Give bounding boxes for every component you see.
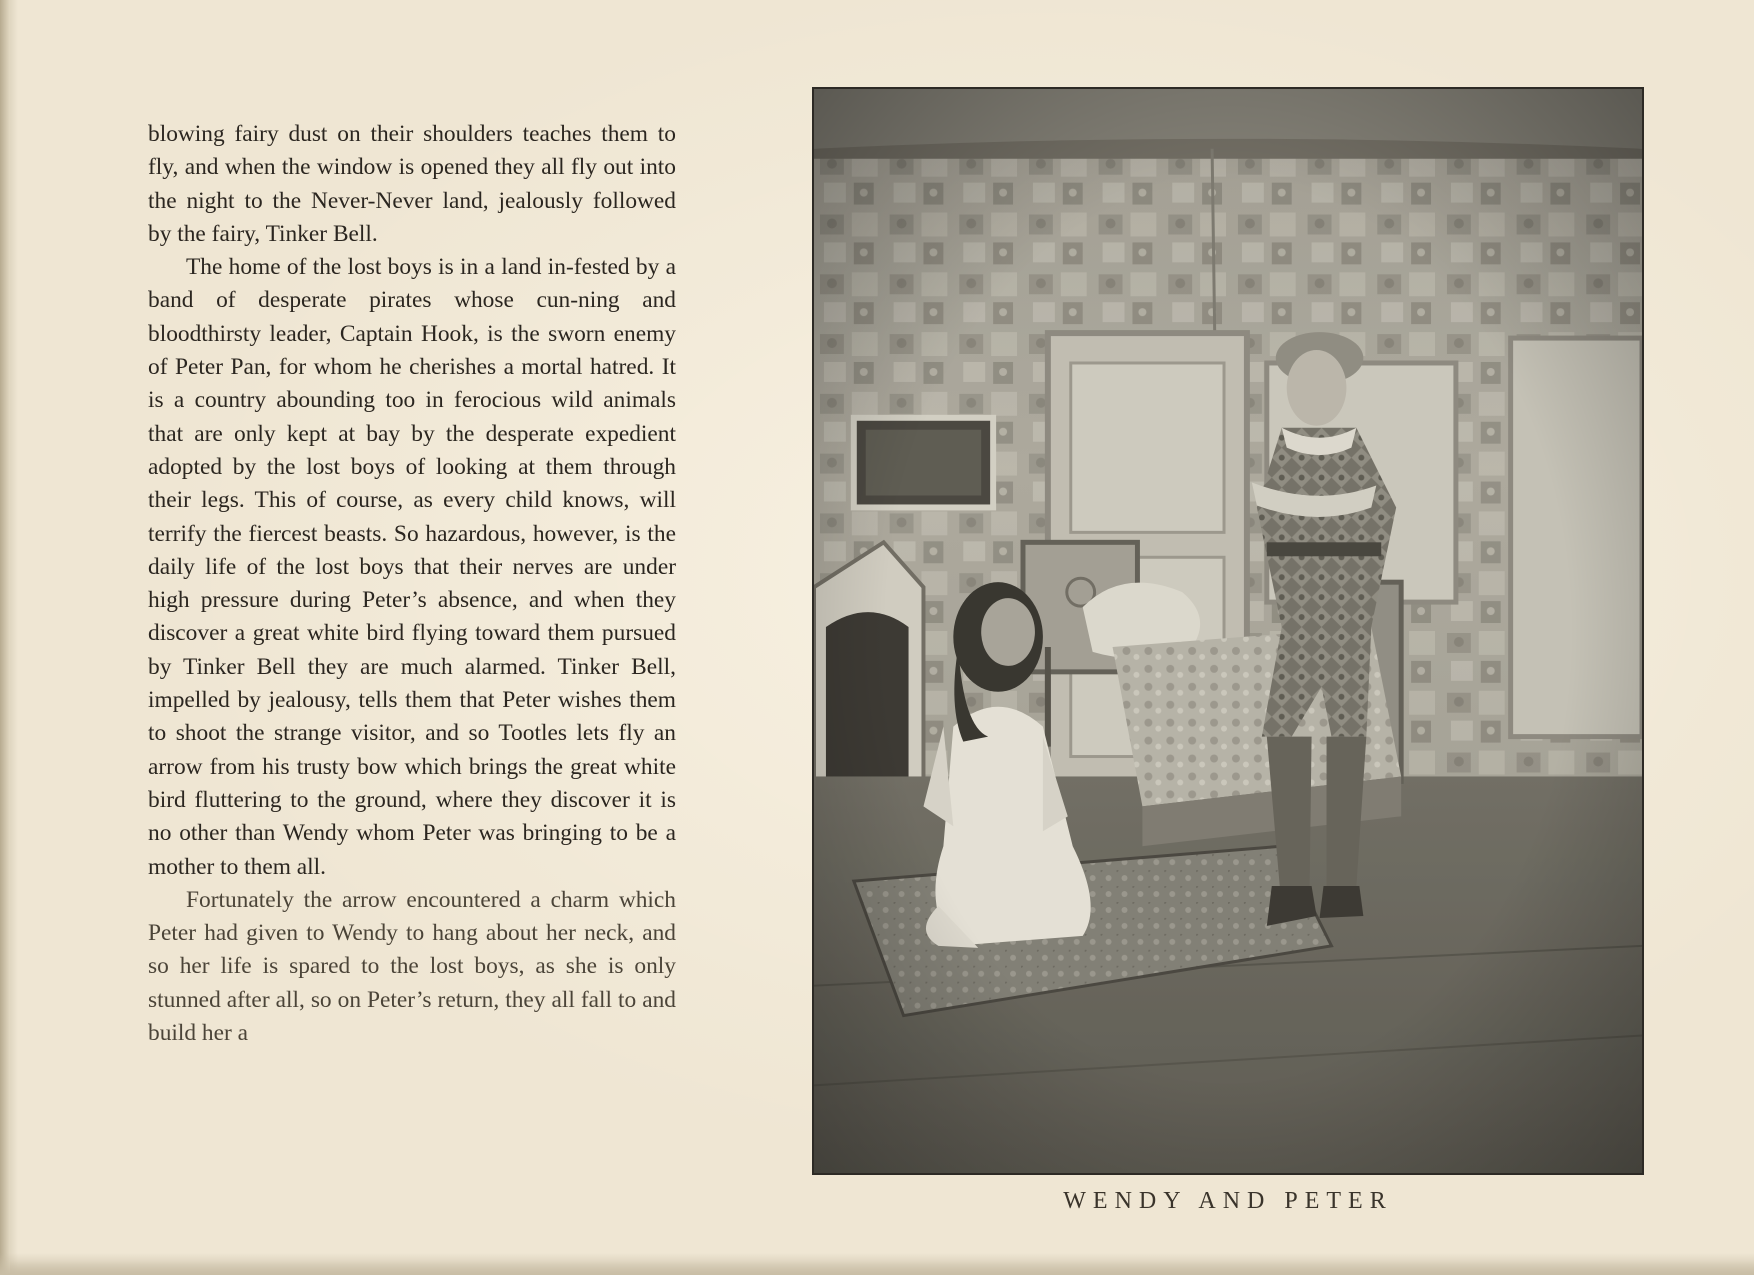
photo-caption: WENDY AND PETER <box>1063 1188 1393 1214</box>
wendy-and-peter-photograph <box>814 89 1642 1173</box>
paragraph-3: Fortunately the arrow encountered a charm which Peter had given to Wendy to hang about her neck, and so her life is spared to the lost boys, as she is only stunned after all, so on Peter’s return, they all fall to and build her a <box>148 886 676 1047</box>
paragraph-2: The home of the lost boys is in a land in-fested by a band of desperate pirates whose cun-ning and bloodthirsty leader, Captain Hook, is the sworn enemy of Peter Pan, for whom he cherishes a mortal hatred. It is a country abounding too in ferocious wild animals that are only kept at bay by the desperate expedient adopted by the lost boys of looking at them through their legs. This of course, as every child knows, will terrify the fiercest beasts. So hazardous, however, is the daily life of the lost boys that their nerves are under high pressure during Peter’s absence, and when they discover a great white bird flying toward them pursued by Tinker Bell they are much alarmed. Tinker Bell, impelled by jealousy, tells them that Peter wishes them to shoot the strange visitor, and so Tootles lets fly an arrow from his trusty bow which brings the great white bird fluttering to the ground, where they discover it is no other than Wendy whom Peter was bringing to be a mother to them all. <box>148 254 676 880</box>
text-column <box>148 118 676 1050</box>
paragraph-1: blowing fairy dust on their shoulders teaches them to fly, and when the window is opened they all fly out into the night to the Never-Never land, jealously followed by the fairy, Tinker Bell. <box>148 121 676 247</box>
photo-plate <box>812 87 1644 1175</box>
page-left-edge <box>0 0 10 1275</box>
page-bottom-edge <box>0 1253 1754 1275</box>
